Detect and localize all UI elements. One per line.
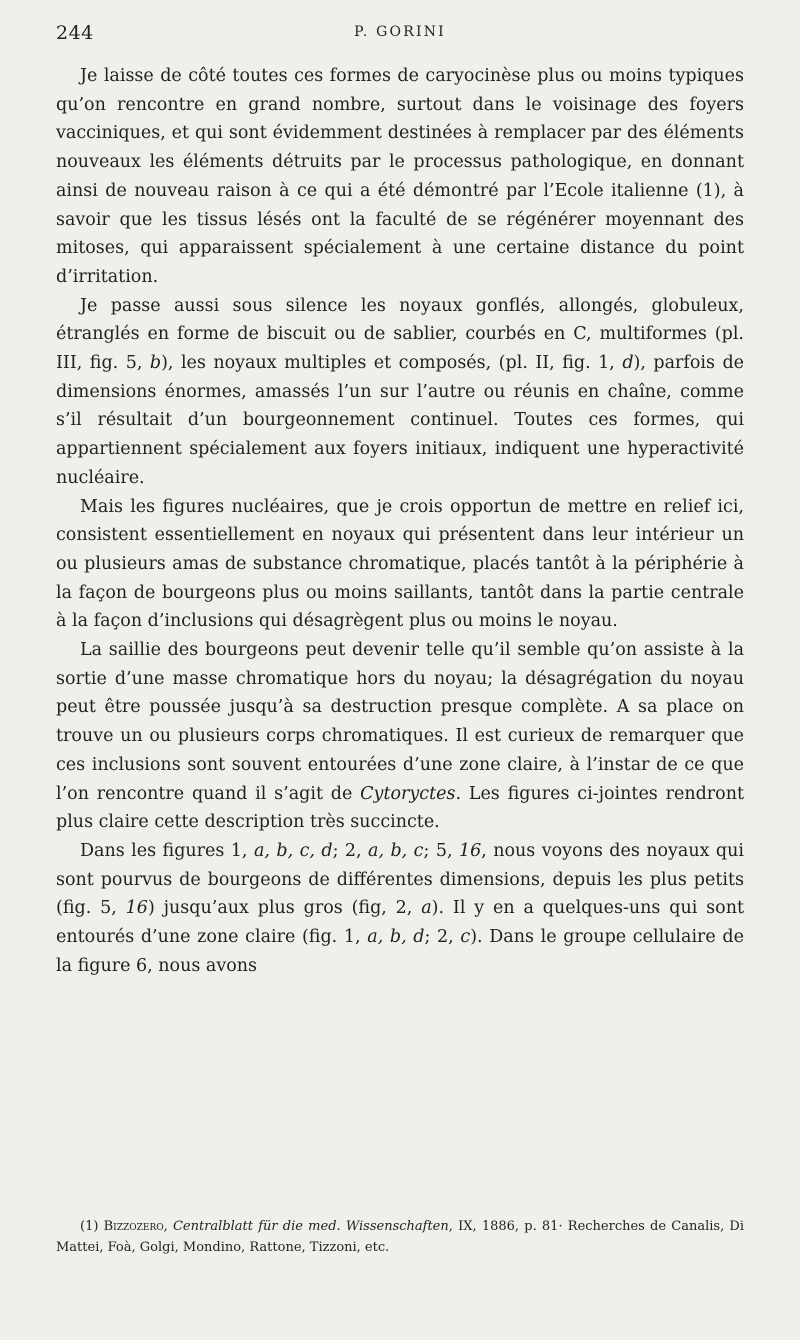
- footnote-rest: , IX, 1886, p. 81· Recherches de Canalis, Di Mattei, Foà, Golgi, Mondino, Rattone, Tizzoni, etc.: [56, 1219, 745, 1255]
- paragraph-1: [56, 62, 744, 292]
- figure-ref-b: b: [149, 353, 162, 374]
- footnote-journal: Centralblatt für die med. Wissenschaften: [172, 1219, 449, 1234]
- footnote-text: [56, 1216, 744, 1258]
- footnote: [56, 1216, 744, 1258]
- footnote-separator: ,: [163, 1219, 173, 1234]
- figure-ref-d: d: [622, 353, 634, 374]
- paragraph-4-end: . Les figures ci-jointes rendront plus claire cette description très succincte.: [56, 783, 745, 833]
- paragraph-3-text: Mais les figures nucléaires, que je crois opportun de mettre en relief ici, consistent essentiellement en noyaux qui présentent dans leur intérieur un ou plusieurs amas de substance chromatique, placés tantôt à la périphérie à la façon de bourgeons plus ou moins saillants, tantôt dans la partie centrale à la façon d’inclusions qui désagrègent plus ou moins le noyau.: [56, 496, 744, 632]
- paragraph-5: [56, 837, 744, 981]
- paragraph-1-text: Je laisse de côté toutes ces formes de caryocinèse plus ou moins typiques qu’on rencontre en grand nombre, surtout dans le voisinage des foyers vacciniques, et qui sont évidemment destinées à remplacer par des éléments nouveaux les éléments détruits par le processus pathologique, en donnant ainsi de nouveau raison à ce qui a été démontré par l’Ecole italienne (1), à savoir que les tissus lésés ont la faculté de se régénérer moyennant des mitoses, qui apparaissent spécialement à une certaine distance du point d’irritation.: [56, 66, 744, 287]
- body-text: [56, 62, 744, 981]
- footnote-author: Bizzozero: [103, 1219, 164, 1234]
- figure-ref: 16: [458, 840, 482, 861]
- paragraph-5-text-c: ; 2,: [332, 840, 369, 861]
- figure-ref: a, b, c: [368, 840, 424, 861]
- paragraph-5-text-e: ; 5,: [423, 840, 459, 861]
- figure-ref: a: [421, 898, 432, 919]
- paragraph-4: [56, 636, 744, 837]
- page-number: 244: [56, 22, 94, 44]
- paragraph-5-text-i: ) jusqu’aux plus gros (fig, 2,: [147, 898, 422, 919]
- figure-ref: a, b, d: [367, 927, 425, 948]
- figure-ref: a, b, c, d: [253, 840, 333, 861]
- paragraph-2-mid: ), les noyaux multiples et composés, (pl. II, fig. 1,: [161, 353, 623, 374]
- page-header: [0, 22, 800, 52]
- paragraph-5-text-m: ; 2,: [424, 927, 461, 948]
- paragraph-2-text: Je passe aussi sous silence les noyaux gonflés, allongés, globuleux, étranglés en forme de biscuit ou de sablier, courbés en C, multiformes (pl. III, fig. 5,: [56, 295, 744, 374]
- running-head: P. GORINI: [354, 24, 446, 40]
- genus-name: Cytoryctes: [360, 783, 456, 804]
- paragraph-5-text-k: ). Il y en a quelques-uns qui sont entourés d’une zone claire (fig. 1,: [56, 898, 744, 948]
- paragraph-2: [56, 292, 744, 493]
- paragraph-3: [56, 493, 744, 637]
- paragraph-4-text: La saillie des bourgeons peut devenir telle qu’il semble qu’on assiste à la sortie d’une masse chromatique hors du noyau; la désagrégation du noyau peut être poussée jusqu’à sa destruction presque complète. A sa place on trouve un ou plusieurs corps chromatiques. Il est curieux de remarquer que ces inclusions sont souvent entourées d’une zone claire, à l’instar de ce que l’on rencontre quand il s’agit de: [56, 640, 744, 804]
- paragraph-5-text-a: Dans les figures 1,: [80, 840, 254, 861]
- figure-ref: c: [460, 927, 471, 948]
- paragraph-2-end: ), parfois de dimensions énormes, amassés l’un sur l’autre ou réunis en chaîne, comme s’il résultait d’un bourgeonnement continuel. Toutes ces formes, qui appartiennent spécialement aux foyers initiaux, indiquent une hyperactivité nucléaire.: [56, 353, 745, 488]
- paragraph-5-text-o: ). Dans le groupe cellulaire de la figure 6, nous avons: [56, 927, 744, 976]
- figure-ref: 16: [125, 898, 148, 919]
- paragraph-5-text-g: , nous voyons des noyaux qui sont pourvus de bourgeons de différentes dimensions, depuis les plus petits (fig. 5,: [56, 840, 744, 919]
- footnote-mark: (1): [80, 1219, 104, 1234]
